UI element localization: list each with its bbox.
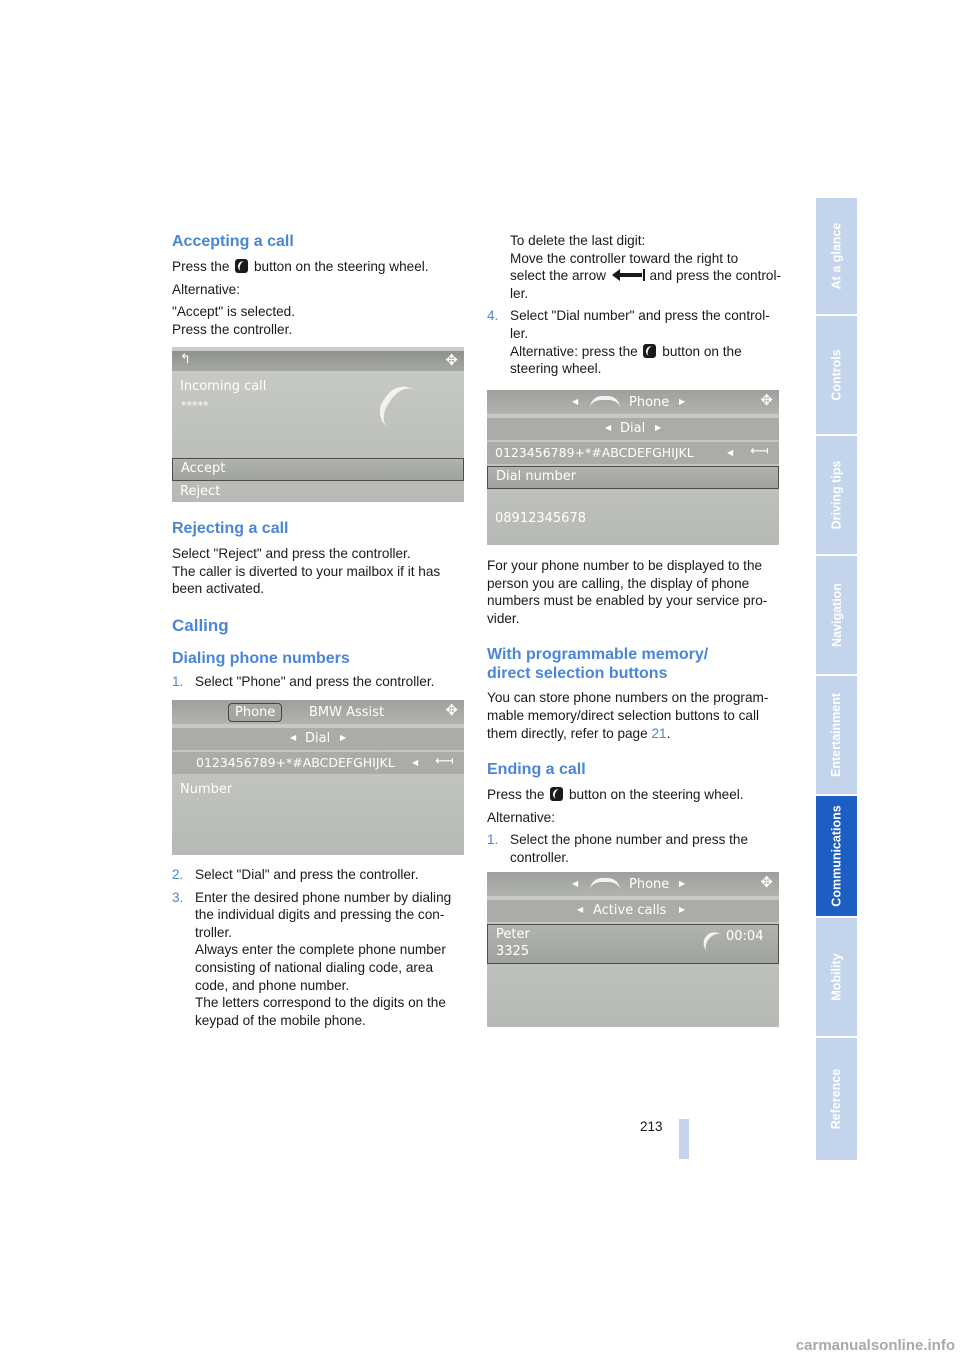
heading-programmable: With programmable memory/ direct selection buttons bbox=[487, 646, 709, 683]
handset-icon bbox=[590, 878, 620, 890]
move-icon: ✥ bbox=[760, 873, 773, 891]
heading-calling: Calling bbox=[172, 615, 229, 635]
step-3: 3. Enter the desired phone number by dialing the individual digits and pressing the con- troller. Always enter the complete phone number consisting of national dialing code, area code, and phone number. The letters correspond to the digits on the keypad of the mobile phone. bbox=[172, 889, 452, 1028]
screen-dial-1 bbox=[172, 700, 464, 855]
step-4: 4. Select "Dial number" and press the control- ler. Alternative: press the button on the steering wheel. bbox=[487, 308, 770, 377]
arrow-left-icon: ◀ bbox=[727, 448, 734, 457]
step-1-end: 1. Select the phone number and press the controller. bbox=[487, 832, 749, 865]
text: The caller is diverted to your mailbox if it has bbox=[172, 563, 441, 579]
tab-navigation[interactable]: Navigation bbox=[816, 556, 857, 676]
section-tabs bbox=[816, 198, 857, 1160]
handset-icon bbox=[699, 928, 727, 956]
left-column-2 bbox=[172, 519, 467, 695]
screen-dial-2 bbox=[487, 390, 779, 545]
arrow-right-icon: ▶ bbox=[340, 733, 347, 742]
accept-option[interactable]: Accept bbox=[172, 458, 464, 481]
arrow-right-icon: ▶ bbox=[679, 397, 686, 406]
handset-icon bbox=[590, 396, 620, 408]
backspace-icon[interactable]: ⟻ bbox=[750, 444, 769, 459]
text: Press the button on the steering wheel. bbox=[172, 259, 429, 274]
phone-menu[interactable]: Phone bbox=[629, 395, 670, 410]
arrow-left-icon: ◀ bbox=[290, 733, 297, 742]
digit-strip[interactable]: 0123456789+*#ABCDEFGHIJKL bbox=[196, 755, 395, 770]
tab-at-a-glance[interactable]: At a glance bbox=[816, 198, 857, 316]
tab-driving-tips[interactable]: Driving tips bbox=[816, 436, 857, 556]
tab-bmw-assist[interactable]: BMW Assist bbox=[309, 705, 385, 720]
backspace-arrow-icon bbox=[610, 269, 646, 281]
text: Press the controller. bbox=[172, 321, 293, 337]
digit-strip[interactable]: 0123456789+*#ABCDEFGHIJKL bbox=[495, 445, 694, 460]
dial-number-option[interactable]: Dial number bbox=[487, 466, 779, 489]
move-icon: ✥ bbox=[445, 701, 458, 719]
arrow-left-icon: ◀ bbox=[412, 758, 419, 767]
text: Select "Reject" and press the controller. bbox=[172, 546, 411, 561]
tab-entertainment[interactable]: Entertainment bbox=[816, 676, 857, 796]
heading-dialing: Dialing phone numbers bbox=[172, 649, 350, 667]
text: Press the button on the steering wheel. bbox=[487, 787, 744, 803]
caller-name: Peter bbox=[496, 927, 530, 942]
phone-key-icon bbox=[550, 787, 563, 801]
heading-ending-call: Ending a call bbox=[487, 761, 586, 779]
step-1: 1. Select "Phone" and press the controller. bbox=[172, 673, 435, 689]
arrow-right-icon: ▶ bbox=[679, 879, 686, 888]
backspace-icon[interactable]: ⟻ bbox=[435, 754, 454, 769]
phone-menu[interactable]: Phone bbox=[629, 877, 670, 892]
dial-option[interactable]: Dial bbox=[620, 421, 646, 436]
move-icon: ✥ bbox=[445, 351, 458, 369]
text: Alternative: bbox=[172, 281, 241, 297]
phone-key-icon bbox=[235, 259, 248, 273]
arrow-left-icon: ◀ bbox=[572, 879, 579, 888]
tab-phone[interactable]: Phone bbox=[228, 703, 282, 722]
heading-rejecting-call: Rejecting a call bbox=[172, 520, 289, 537]
delete-instruction: To delete the last digit: Move the controller toward the right to select the arrow and press the control- ler. bbox=[510, 233, 781, 301]
page-link-21[interactable]: 21 bbox=[651, 725, 667, 741]
arrow-left-icon: ◀ bbox=[605, 423, 612, 432]
heading-accepting-call: Accepting a call bbox=[172, 233, 294, 250]
incoming-call-title: Incoming call bbox=[180, 379, 267, 394]
tab-controls[interactable]: Controls bbox=[816, 316, 857, 436]
tab-communications[interactable]: Communications bbox=[816, 796, 857, 918]
screen-active-calls bbox=[487, 872, 779, 1027]
back-icon: ↰ bbox=[180, 352, 191, 367]
arrow-right-icon: ▶ bbox=[655, 423, 662, 432]
active-call-entry[interactable] bbox=[487, 924, 779, 964]
right-column bbox=[487, 232, 787, 383]
watermark: carmanualsonline.info bbox=[795, 1337, 955, 1354]
text: For your phone number to be displayed to the person you are calling, the display of phone numbers must be enabled by your service pro- vider. bbox=[487, 558, 768, 626]
dial-option[interactable]: Dial bbox=[305, 731, 331, 746]
entered-number: 08912345678 bbox=[495, 511, 586, 526]
arrow-right-icon: ▶ bbox=[679, 905, 686, 914]
caller-stars: ***** bbox=[181, 399, 209, 412]
arrow-left-icon: ◀ bbox=[577, 905, 584, 914]
tab-mobility[interactable]: Mobility bbox=[816, 918, 857, 1038]
text: Alternative: bbox=[487, 809, 556, 825]
screen-incoming-call bbox=[172, 347, 464, 502]
left-column-3 bbox=[172, 866, 467, 1034]
page-marker bbox=[679, 1119, 689, 1159]
call-timer: 00:04 bbox=[726, 929, 764, 944]
right-column-2 bbox=[487, 557, 787, 872]
arrow-left-icon: ◀ bbox=[572, 397, 579, 406]
active-calls-option[interactable]: Active calls bbox=[593, 903, 667, 918]
phone-key-icon bbox=[643, 344, 656, 358]
step-2: 2. Select "Dial" and press the controller. bbox=[172, 867, 419, 882]
text: You can store phone numbers on the program- mable memory/direct selection buttons to call them directly, refer to page 21. bbox=[487, 690, 769, 741]
page-number: 213 bbox=[640, 1119, 663, 1134]
move-icon: ✥ bbox=[760, 391, 773, 409]
tab-reference[interactable]: Reference bbox=[816, 1038, 857, 1162]
text: "Accept" is selected. bbox=[172, 304, 295, 320]
reject-option[interactable]: Reject bbox=[180, 484, 221, 499]
caller-number: 3325 bbox=[496, 944, 530, 959]
left-column bbox=[172, 232, 467, 343]
text: been activated. bbox=[172, 581, 265, 597]
number-label: Number bbox=[180, 782, 233, 797]
